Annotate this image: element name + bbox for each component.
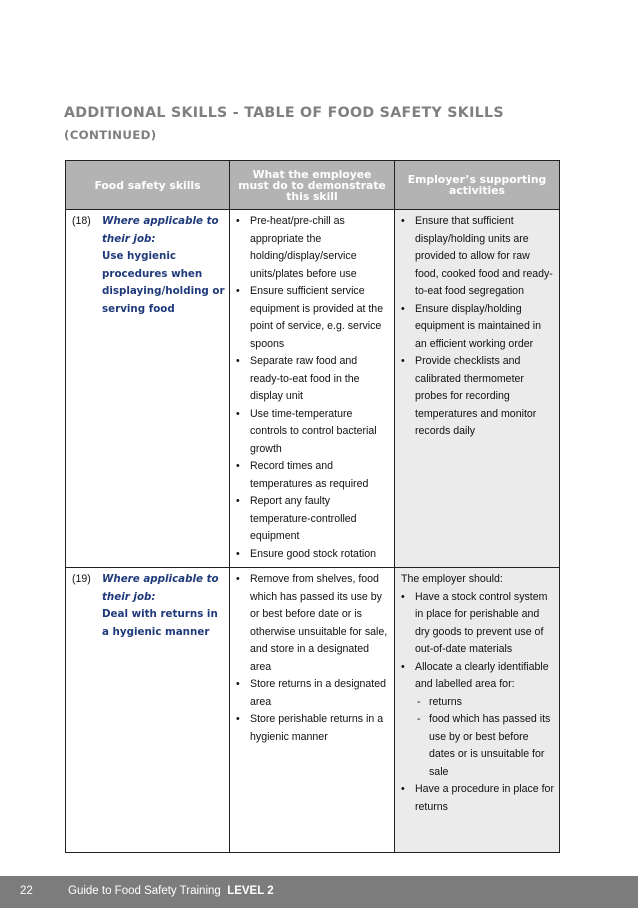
list-item-text: Allocate a clearly identifiable and labelled area for: — [415, 660, 549, 690]
list-item: • Store returns in a designated area — [234, 676, 390, 711]
heading-title: ADDITIONAL SKILLS - TABLE OF FOOD SAFETY SKILLS — [64, 105, 504, 121]
sub-list-item: - returns — [415, 694, 555, 712]
employer-cell — [395, 568, 560, 853]
skill-applicability: Where applicable to their job: — [102, 573, 219, 603]
list-item: • Ensure good stock rotation — [234, 546, 390, 564]
list-item: • Ensure display/holding equipment is maintained in an efficient working order — [399, 301, 555, 354]
list-item: • Pre-heat/pre-chill as appropriate the holding/display/service units/plates before use — [234, 213, 390, 283]
skill-title: Use hygienic procedures when displaying/holding or serving food — [102, 250, 225, 315]
header-employer-activities: Employer’s supporting activities — [395, 161, 560, 210]
footer-level: LEVEL 2 — [227, 885, 274, 897]
footer-guide-title — [68, 885, 274, 897]
table-row — [66, 210, 560, 568]
list-item: • Store perishable returns in a hygienic manner — [234, 711, 390, 746]
list-item: • Record times and temperatures as required — [234, 458, 390, 493]
employee-cell — [230, 568, 395, 853]
page-footer — [0, 876, 638, 908]
page-number: 22 — [20, 885, 33, 897]
skill-applicability: Where applicable to their job: — [102, 215, 219, 245]
list-item: • Use time-temperature controls to control bacterial growth — [234, 406, 390, 459]
employer-cell — [395, 210, 560, 568]
header-employee-must-do: What the employee must do to demonstrate this skill — [230, 161, 395, 210]
list-item: • Remove from shelves, food which has passed its use by or best before date or is otherwise unsuitable for sale, and store in a designated area — [234, 571, 390, 676]
page-heading — [64, 103, 584, 143]
list-item: • Have a stock control system in place for perishable and dry goods to prevent use of out-of-date materials — [399, 589, 555, 659]
skill-cell — [66, 568, 230, 853]
heading-subtitle: (CONTINUED) — [64, 128, 157, 142]
list-item: • Separate raw food and ready-to-eat food in the display unit — [234, 353, 390, 406]
list-item: • Report any faulty temperature-controlled equipment — [234, 493, 390, 546]
table-header-row — [66, 161, 560, 210]
list-item: • Have a procedure in place for returns — [399, 781, 555, 816]
list-item: • Ensure sufficient service equipment is provided at the point of service, e.g. service spoons — [234, 283, 390, 353]
sub-list — [415, 694, 555, 782]
list-item: • Ensure that sufficient display/holding units are provided to allow for raw food, cooked food and ready-to-eat food segregation — [399, 213, 555, 301]
skill-cell — [66, 210, 230, 568]
food-safety-skills-table — [65, 160, 560, 853]
employer-lead: The employer should: — [401, 573, 503, 585]
employee-cell — [230, 210, 395, 568]
sub-list-item: - food which has passed its use by or best before dates or is unsuitable for sale — [415, 711, 555, 781]
header-food-safety-skills: Food safety skills — [66, 161, 230, 210]
skill-number: (18) — [72, 215, 91, 227]
table-row — [66, 568, 560, 853]
skill-number: (19) — [72, 573, 91, 585]
list-item: • Provide checklists and calibrated thermometer probes for recording temperatures and monitor records daily — [399, 353, 555, 441]
list-item — [399, 659, 555, 782]
skill-title: Deal with returns in a hygienic manner — [102, 608, 218, 638]
footer-guide-text: Guide to Food Safety Training — [68, 885, 221, 897]
